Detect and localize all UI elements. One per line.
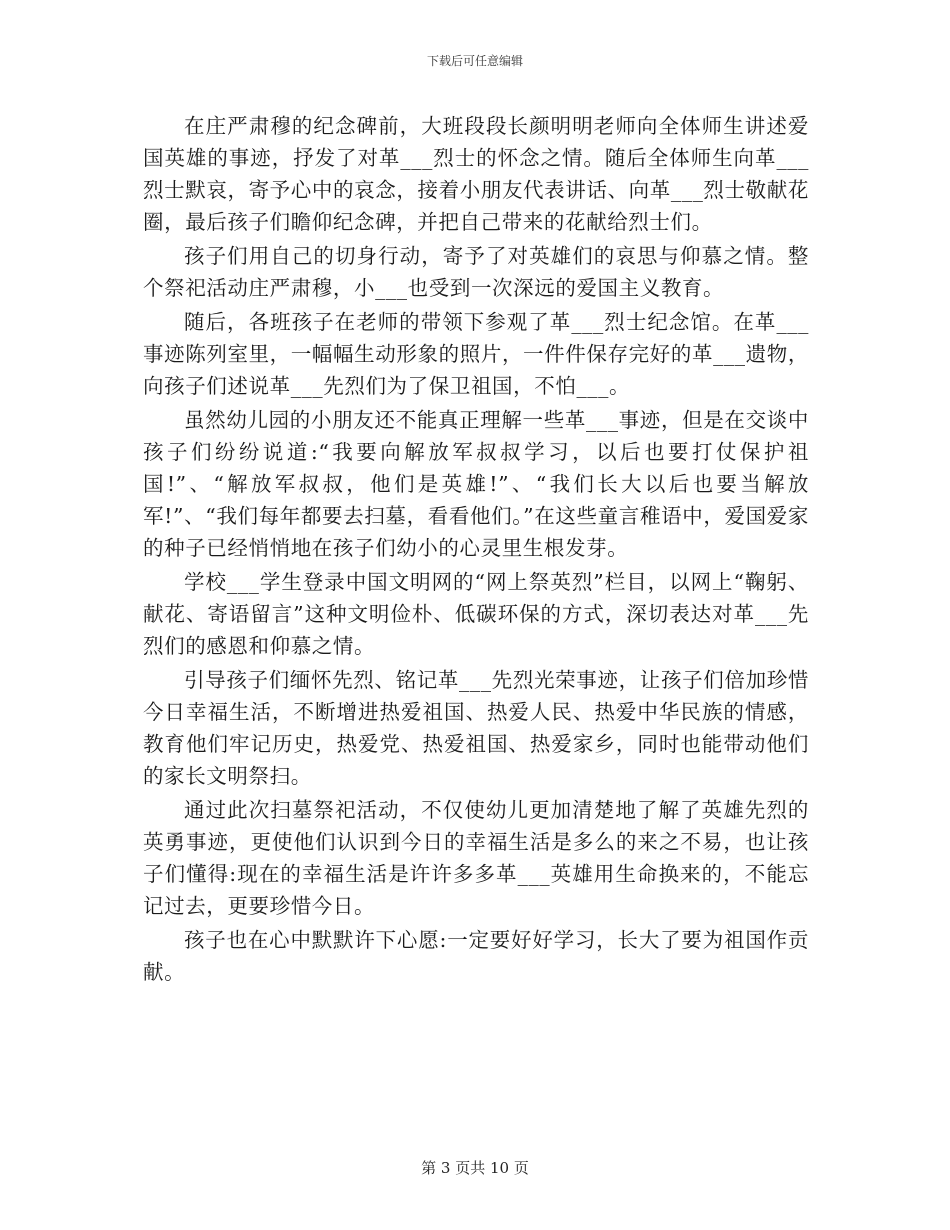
document-body [143,110,809,990]
page-header-note: 下载后可任意编辑 [426,54,523,68]
paragraph: 在庄严肃穆的纪念碑前，大班段段长颜明明老师向全体师生讲述爱国英雄的事迹，抒发了对革___烈士的怀念之情。随后全体师生向革___烈士默哀，寄予心中的哀念，接着小朋友代表讲话、向革___烈士敬献花圈，最后孩子们瞻仰纪念碑，并把自己带来的花献给烈士们。 [143,114,809,234]
page-number: 第 3 页共 10 页 [421,1159,529,1177]
paragraph: 学校___学生登录中国文明网的“网上祭英烈”栏目，以网上“鞠躬、献花、寄语留言”这种文明俭朴、低碳环保的方式，深切表达对革___先烈们的感恩和仰慕之情。 [143,570,809,658]
paragraph: 随后，各班孩子在老师的带领下参观了革___烈士纪念馆。在革___事迹陈列室里，一幅幅生动形象的照片，一件件保存完好的革___遗物，向孩子们述说革___先烈们为了保卫祖国，不怕___。 [143,310,809,398]
paragraph: 虽然幼儿园的小朋友还不能真正理解一些革___事迹，但是在交谈中孩子们纷纷说道:“我要向解放军叔叔学习，以后也要打仗保护祖国!”、“解放军叔叔，他们是英雄!”、“我们长大以后也要当解放军!”、“我们每年都要去扫墓，看看他们。”在这些童言稚语中，爱国爱家的种子已经悄悄地在孩子们幼小的心灵里生根发芽。 [143,408,809,560]
paragraph: 引导孩子们缅怀先烈、铭记革___先烈光荣事迹，让孩子们倍加珍惜今日幸福生活，不断增进热爱祖国、热爱人民、热爱中华民族的情感，教育他们牢记历史，热爱党、热爱祖国、热爱家乡，同时也能带动他们的家长文明祭扫。 [143,668,809,788]
paragraph: 孩子也在心中默默许下心愿:一定要好好学习，长大了要为祖国作贡献。 [143,928,809,984]
paragraph: 孩子们用自己的切身行动，寄予了对英雄们的哀思与仰慕之情。整个祭祀活动庄严肃穆，小___也受到一次深远的爱国主义教育。 [143,244,809,300]
paragraph: 通过此次扫墓祭祀活动，不仅使幼儿更加清楚地了解了英雄先烈的英勇事迹，更使他们认识到今日的幸福生活是多么的来之不易，也让孩子们懂得:现在的幸福生活是许许多多革___英雄用生命换来的，不能忘记过去，更要珍惜今日。 [143,798,809,918]
